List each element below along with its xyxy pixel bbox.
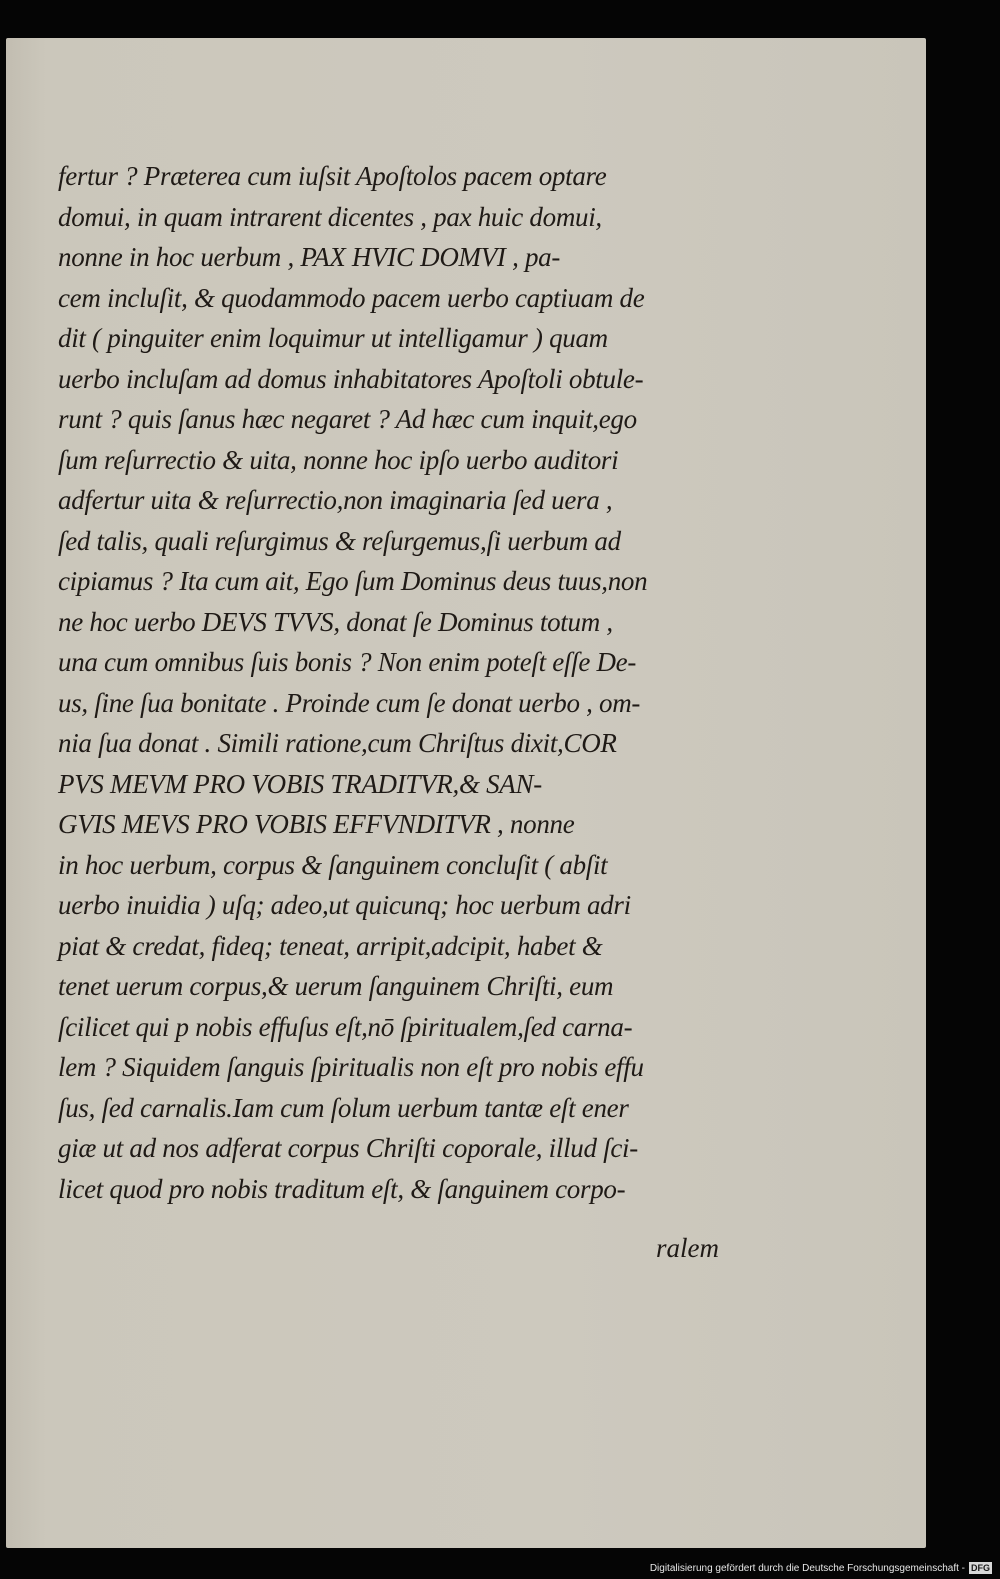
text-line: ſcilicet qui p nobis effuſus eſt,nō ſpiritualem,ſed carna- [58,1011,633,1042]
text-line: ſed talis, quali reſurgimus & reſurgemus,ſi uerbum ad [58,525,621,556]
text-line: lem ? Siquidem ſanguis ſpiritualis non eſt pro nobis effu [58,1052,644,1082]
text-line: fertur ? Prætereа cum iuſsit Apoſtolos pacem optare [58,161,607,191]
text-line: runt ? quis ſanus hæc negaret ? Ad hæc cum inquit,ego [58,404,637,434]
text-line: giæ ut ad nos adferat corpus Chriſti coporale, illud ſci- [58,1133,638,1163]
text-line: us, ſine ſua bonitate . Proinde cum ſe donat uerbo , om- [58,687,641,718]
text-line: ſum reſurrectio & uita, nonne hoc ipſo uerbo auditori [58,444,619,475]
text-line: piat & credat, fideq; teneat, arripit,adcipit, habet & [58,930,603,961]
text-line: PVS MEVM PRO VOBIS TRADITVR,& SAN- [58,768,542,799]
text-line: uerbo incluſam ad domus inhabitatores Apoſtoli obtule- [58,363,644,394]
text-line: una cum omnibus ſuis bonis ? Non enim poteſt eſſe De- [58,647,637,677]
text-line: ne hoc uerbo DEVS TVVS, donat ſe Dominus totum , [58,606,613,637]
dfg-logo-icon: DFG [971,1563,990,1573]
text-line: nia ſua donat . Simili ratione,cum Chriſtus dixit,COR [58,728,617,758]
text-line: nonne in hoc uerbum , PAX HVIC DOMVI , pa- [58,242,561,272]
text-line: adfertur uita & reſurrectio,non imaginaria ſed uera , [58,485,613,515]
body-text [58,156,738,1209]
text-line: cem incluſit, & quodammodo pacem uerbo captiuam de [58,282,645,313]
digitization-credit [650,1561,992,1575]
text-line: in hoc uerbum, corpus & ſanguinem concluſit ( abſit [58,849,608,880]
text-line: dit ( pinguiter enim loquimur ut intelligamur ) quam [58,323,608,353]
text-line: tenet uerum corpus,& uerum ſanguinem Chriſti, eum [58,971,614,1001]
text-line: ſus, ſed carnalis.Iam cum ſolum uerbum tantæ eſt ener [58,1092,629,1123]
text-line: GVIS MEVS PRO VOBIS EFFVNDITVR , nonne [58,809,575,839]
book-page [6,38,926,1548]
text-line: cipiamus ? Ita cum ait, Ego ſum Dominus deus tuus,non [58,566,648,596]
catchword: ralem [656,1233,719,1263]
text-line: domui, in quam intrarent dicentes , pax huic domui, [58,201,602,232]
credit-text: Digitalisierung gefördert durch die Deutsche Forschungsgemeinschaft - [649,1562,965,1574]
text-line: licet quod pro nobis traditum eſt, & ſanguinem corpo- [58,1173,626,1204]
text-line: uerbo inuidia ) uſq; adeo,ut quicunq; hoc uerbum adri [58,890,631,920]
